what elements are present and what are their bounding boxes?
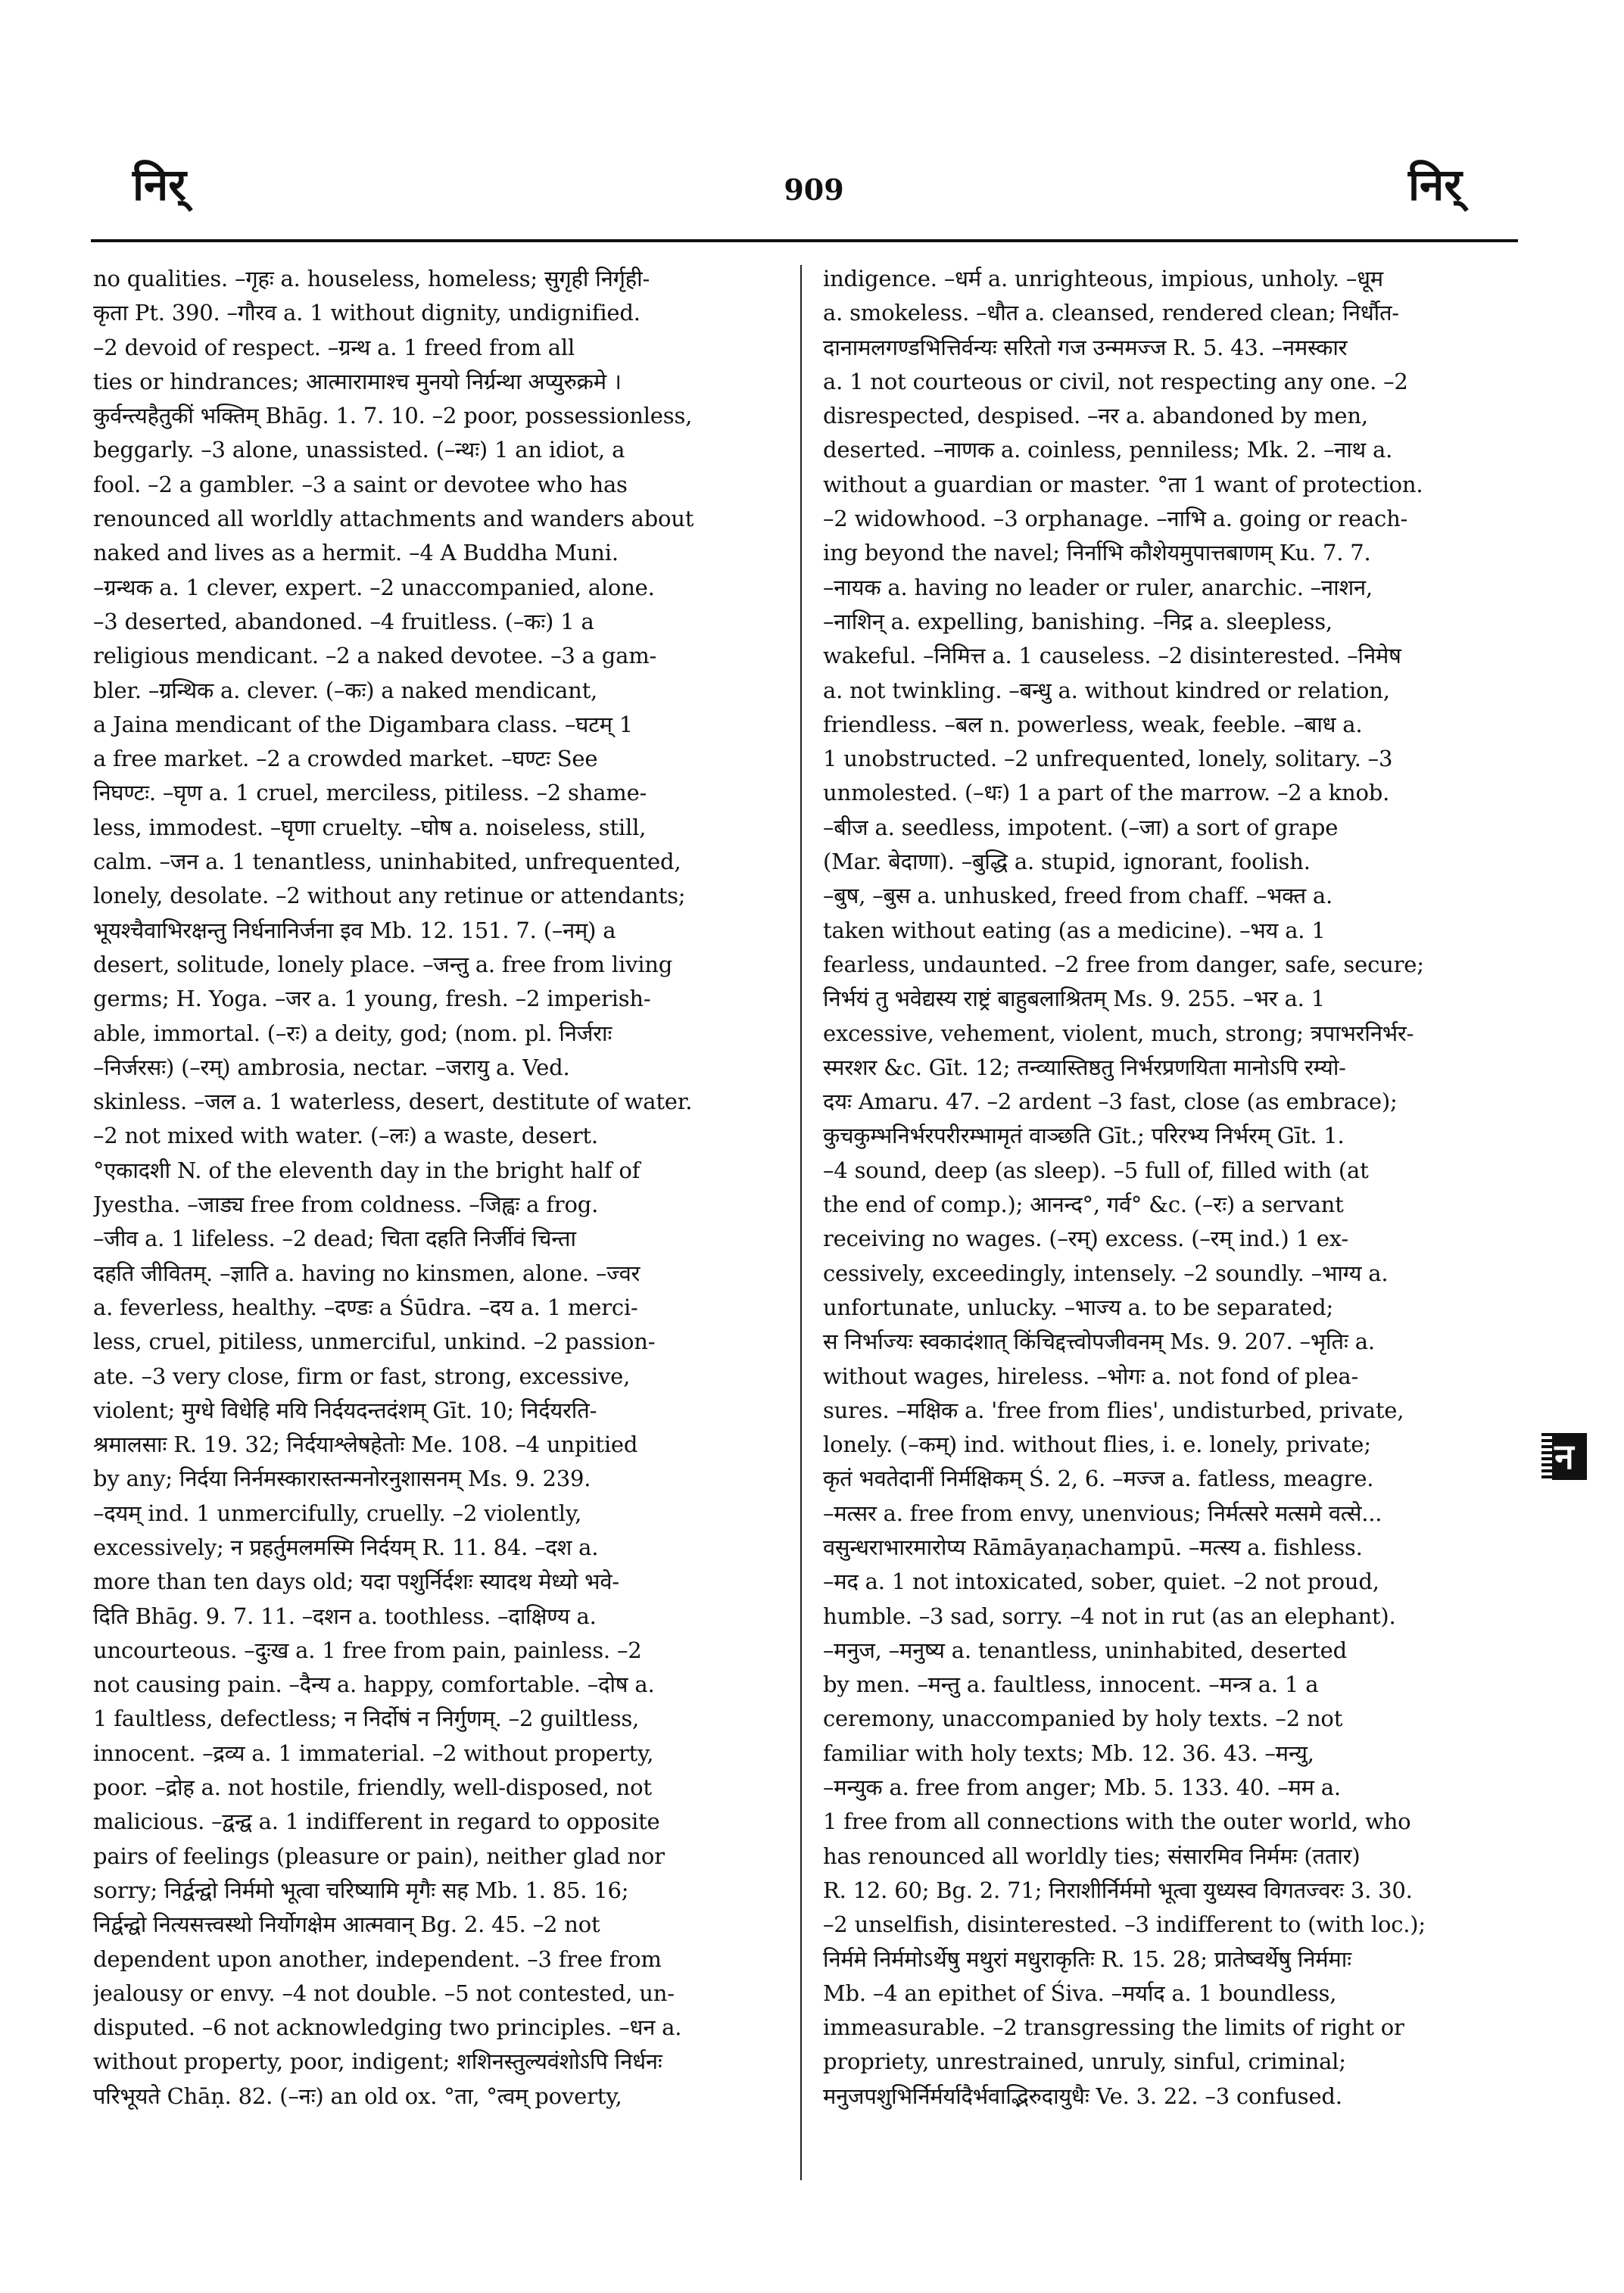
thumb-index-letter: न [1554, 1436, 1574, 1477]
entry-line: (Mar. बेदाणा). –बुद्धि a. stupid, ignorant, foolish. [823, 849, 1311, 875]
entry-line: taken without eating (as a medicine). –भय a. 1 [823, 917, 1326, 943]
entry-line: कृतं भवतेदानीं निर्मक्षिकम् Ś. 2, 6. –मज्ज a. fatless, meagre. [823, 1466, 1374, 1492]
entry-line: without wages, hireless. –भोगः a. not fond of plea- [823, 1363, 1359, 1389]
entry-line: –जीव a. 1 lifeless. –2 dead; चिता दहति निर्जीवं चिन्ता [93, 1226, 576, 1252]
entry-line: no qualities. –गृहः a. houseless, homeless; सुगृही निर्गृही- [93, 266, 650, 291]
entry-line: poor. –द्रोह a. not hostile, friendly, well-disposed, not [93, 1774, 652, 1801]
entry-line: not causing pain. –दैन्य a. happy, comfortable. –दोष a. [93, 1671, 655, 1698]
entry-line: दहति जीवितम्. –ज्ञाति a. having no kinsmen, alone. –ज्वर [93, 1260, 641, 1286]
entry-line: –3 deserted, abandoned. –4 fruitless. (–कः) 1 a [93, 608, 594, 634]
entry-line: dependent upon another, independent. –3 free from [93, 1946, 662, 1972]
entry-line: without a guardian or master. °ता 1 want of protection. [823, 471, 1423, 497]
entry-line: स्मरशर &c. Gīt. 12; तन्व्यास्तिष्ठतु निर्भरप्रणयिता मानोऽपि रम्यो- [823, 1054, 1346, 1080]
entry-line: दिति Bhāg. 9. 7. 11. –दशन a. toothless. –दाक्षिण्य a. [93, 1603, 597, 1629]
entry-line: without property, poor, indigent; शशिनस्तुल्यवंशोऽपि निर्धनः [93, 2048, 662, 2075]
entry-line: °एकादशी N. of the eleventh day in the bright half of [93, 1157, 641, 1183]
entry-line: a. not twinkling. –बन्धु a. without kindred or relation, [823, 677, 1390, 703]
entry-line: –नायक a. having no leader or ruler, anarchic. –नाशन, [823, 574, 1373, 600]
entry-line: desert, solitude, lonely place. –जन्तु a. free from living [93, 951, 673, 977]
entry-line: निघण्टः. –घृण a. 1 cruel, merciless, pitiless. –2 shame- [93, 780, 647, 806]
entry-line: a. smokeless. –धौत a. cleansed, rendered clean; निर्धौत- [823, 300, 1399, 326]
entry-line: –ग्रन्थक a. 1 clever, expert. –2 unaccompanied, alone. [93, 574, 655, 600]
entry-line: a. feverless, healthy. –दण्डः a Śūdra. –दय a. 1 merci- [93, 1294, 638, 1320]
entry-line: naked and lives as a hermit. –4 A Buddha Muni. [93, 540, 619, 566]
entry-line: –2 unselfish, disinterested. –3 indifferent to (with loc.); [823, 1911, 1426, 1938]
entry-line: –मत्सर a. free from envy, unenvious; निर्मत्सरे मत्समे वत्से... [823, 1500, 1382, 1526]
entry-line: religious mendicant. –2 a naked devotee. –3 a gam- [93, 643, 657, 669]
entry-line: indigence. –धर्म a. unrighteous, impious, unholy. –धूम [823, 266, 1383, 291]
entry-line: दयः Amaru. 47. –2 ardent –3 fast, close (as embrace); [823, 1089, 1398, 1115]
entry-line: वसुन्धराभारमारोप्य Rāmāyaṇachampū. –मत्स्य a. fishless. [823, 1534, 1363, 1560]
entry-line: Mb. –4 an epithet of Śiva. –मर्याद a. 1 boundless, [823, 1980, 1337, 2006]
page-number: 909 [784, 173, 844, 207]
entry-line: bler. –ग्रन्थिक a. clever. (–कः) a naked mendicant, [93, 677, 598, 703]
entry-line: sures. –मक्षिक a. 'free from flies', undisturbed, private, [823, 1397, 1404, 1423]
entry-line: less, immodest. –घृणा cruelty. –घोष a. noiseless, still, [93, 814, 647, 840]
entry-line: ate. –3 very close, firm or fast, strong, excessive, [93, 1363, 631, 1389]
entry-line: lonely. (–कम्) ind. without flies, i. e. lonely, private; [823, 1432, 1371, 1458]
entry-line: –बुष, –बुस a. unhusked, freed from chaff. –भक्त a. [823, 883, 1333, 909]
entry-line: मनुजपशुभिर्निर्मर्यादैर्भवाद्भिरुदायुधैः Ve. 3. 22. –3 confused. [823, 2083, 1342, 2109]
thumb-index-stripes [1541, 1433, 1552, 1480]
entry-line: disputed. –6 not acknowledging two principles. –धन a. [93, 2014, 682, 2041]
entry-line: unmolested. (–धः) 1 a part of the marrow. –2 a knob. [823, 780, 1390, 806]
entry-line: friendless. –बल n. powerless, weak, feeble. –बाध a. [823, 711, 1363, 737]
entry-line: कुचकुम्भनिर्भरपरीरम्भामृतं वाञ्छति Gīt.; परिरभ्य निर्भरम् Gīt. 1. [823, 1123, 1345, 1149]
header-right-word: निर् [1408, 159, 1462, 210]
entry-line: –नाशिन् a. expelling, banishing. –निद्र a. sleepless, [823, 608, 1333, 634]
entry-line: disrespected, despised. –नर a. abandoned by men, [823, 403, 1368, 429]
entry-line: Jyestha. –जाड्य free from coldness. –जिह्वः a frog. [93, 1192, 599, 1218]
entry-line: –मद a. 1 not intoxicated, sober, quiet. –2 not proud, [823, 1569, 1379, 1595]
entry-line: beggarly. –3 alone, unassisted. (–न्थः) 1 an idiot, a [93, 437, 625, 463]
entry-line: excessive, vehement, violent, much, strong; त्रपाभरनिर्भर- [823, 1020, 1414, 1046]
entry-line: deserted. –नाणक a. coinless, penniless; Mk. 2. –नाथ a. [823, 437, 1393, 463]
entry-line: –निर्जरसः) (–रम्) ambrosia, nectar. –जरायु a. Ved. [93, 1054, 570, 1080]
entry-line: uncourteous. –दुःख a. 1 free from pain, painless. –2 [93, 1637, 642, 1663]
entry-line: ceremony, unaccompanied by holy texts. –2 not [823, 1706, 1343, 1732]
entry-line: कुर्वन्त्यहैतुकीं भक्तिम् Bhāg. 1. 7. 10. –2 poor, possessionless, [93, 403, 693, 429]
entry-line: –मन्युक a. free from anger; Mb. 5. 133. 40. –मम a. [823, 1774, 1341, 1801]
entry-line: humble. –3 sad, sorry. –4 not in rut (as an elephant). [823, 1603, 1396, 1629]
entry-line: 1 unobstructed. –2 unfrequented, lonely, solitary. –3 [823, 746, 1393, 772]
entry-line: परिभूयते Chāṇ. 82. (–नः) an old ox. °ता, °त्वम् poverty, [93, 2083, 622, 2109]
entry-line: कृता Pt. 390. –गौरव a. 1 without dignity, undignified. [93, 300, 641, 326]
entry-line: भूयश्चैवाभिरक्षन्तु निर्धनानिर्जना इव Mb. 12. 151. 7. (–नम्) a [93, 917, 616, 943]
entry-line: germs; H. Yoga. –जर a. 1 young, fresh. –2 imperish- [93, 986, 651, 1012]
entry-line: pairs of feelings (pleasure or pain), neither glad nor [93, 1843, 665, 1869]
left-column [93, 262, 790, 2185]
entry-line: श्रमालसाः R. 19. 32; निर्दयाश्लेषहेतोः Me. 108. –4 unpitied [93, 1432, 638, 1458]
entry-line: –दयम् ind. 1 unmercifully, cruelly. –2 violently, [93, 1500, 582, 1526]
entry-line: 1 faultless, defectless; न निर्दोषं न निर्गुणम्. –2 guiltless, [93, 1706, 640, 1732]
entry-line: –मनुज, –मनुष्य a. tenantless, uninhabited, deserted [823, 1637, 1347, 1663]
entry-line: immeasurable. –2 transgressing the limits of right or [823, 2014, 1404, 2041]
entry-line: more than ten days old; यदा पशुर्निर्दशः स्यादथ मेध्यो भवे- [93, 1569, 619, 1595]
entry-line: familiar with holy texts; Mb. 12. 36. 43. –मन्यु, [823, 1740, 1314, 1766]
entry-line: less, cruel, pitiless, unmerciful, unkind. –2 passion- [93, 1329, 656, 1355]
entry-line: receiving no wages. (–रम्) excess. (–रम् ind.) 1 ex- [823, 1226, 1348, 1252]
entry-line: violent; मुग्धे विधेहि मयि निर्दयदन्तदंशम् Gīt. 10; निर्दयरति- [93, 1397, 597, 1423]
entry-line: दानामलगण्डभित्तिर्वन्यः सरितो गज उन्ममज्ज R. 5. 43. –नमस्कार [823, 334, 1348, 360]
entry-line: lonely, desolate. –2 without any retinue or attendants; [93, 883, 686, 909]
entry-line: has renounced all worldly ties; संसारमिव निर्ममः (ततार) [823, 1843, 1361, 1869]
entry-line: renounced all worldly attachments and wanders about [93, 506, 694, 532]
entry-line: –4 sound, deep (as sleep). –5 full of, filled with (at [823, 1157, 1369, 1183]
entry-line: R. 12. 60; Bg. 2. 71; निराशीर्निर्ममो भूत्वा युध्यस्व विगतज्वरः 3. 30. [823, 1877, 1413, 1903]
entry-line: skinless. –जल a. 1 waterless, desert, destitute of water. [93, 1089, 693, 1115]
entry-line: malicious. –द्वन्द्व a. 1 indifferent in regard to opposite [93, 1809, 660, 1835]
entry-line: propriety, unrestrained, unruly, sinful, criminal; [823, 2048, 1346, 2075]
entry-line: able, immortal. (–रः) a deity, god; (nom. pl. निर्जराः [93, 1020, 613, 1046]
entry-line: sorry; निर्द्वन्द्वो निर्ममो भूत्वा चरिष्यामि मृगैः सह Mb. 1. 85. 16; [93, 1877, 629, 1903]
entry-line: jealousy or envy. –4 not double. –5 not contested, un- [93, 1980, 675, 2006]
entry-line: a Jaina mendicant of the Digambara class. –घटम् 1 [93, 711, 634, 737]
entry-line: निर्भयं तु भवेद्यस्य राष्ट्रं बाहुबलाश्रितम् Ms. 9. 255. –भर a. 1 [823, 986, 1325, 1012]
entry-line: 1 free from all connections with the outer world, who [823, 1809, 1411, 1835]
entry-line: the end of comp.); आनन्द°, गर्व° &c. (–रः) a servant [823, 1192, 1344, 1218]
entry-line: fool. –2 a gambler. –3 a saint or devotee who has [93, 471, 628, 497]
entry-line: निर्ममे निर्ममोऽर्थेषु मथुरां मधुराकृतिः R. 15. 28; प्रातेष्वर्थेषु निर्ममाः [823, 1946, 1351, 1972]
header-rule [91, 239, 1518, 242]
column-divider [800, 265, 802, 2180]
entry-line: excessively; न प्रहर्तुमलमस्मि निर्दयम् R. 11. 84. –दश a. [93, 1534, 599, 1560]
entry-line: –बीज a. seedless, impotent. (–जा) a sort of grape [823, 814, 1339, 840]
entry-line: innocent. –द्रव्य a. 1 immaterial. –2 without property, [93, 1740, 654, 1766]
entry-line: –2 not mixed with water. (–लः) a waste, desert. [93, 1123, 598, 1149]
entry-line: cessively, exceedingly, intensely. –2 soundly. –भाग्य a. [823, 1260, 1389, 1286]
entry-line: calm. –जन a. 1 tenantless, uninhabited, unfrequented, [93, 849, 681, 875]
entry-line: unfortunate, unlucky. –भाज्य a. to be separated; [823, 1294, 1334, 1320]
entry-line: wakeful. –निमित्त a. 1 causeless. –2 disinterested. –निमेष [823, 643, 1401, 669]
entry-line: –2 devoid of respect. –ग्रन्थ a. 1 freed from all [93, 334, 575, 360]
entry-line: –2 widowhood. –3 orphanage. –नाभि a. going or reach- [823, 506, 1408, 532]
entry-line: a. 1 not courteous or civil, not respecting any one. –2 [823, 368, 1408, 394]
entry-line: स निर्भाज्यः स्वकादंशात् किंचिद्दत्त्वोपजीवनम् Ms. 9. 207. –भृतिः a. [823, 1329, 1375, 1355]
header-left-word: निर् [132, 159, 186, 210]
entry-line: ing beyond the navel; निर्नाभि कौशेयमुपात्तबाणम् Ku. 7. 7. [823, 540, 1371, 566]
entry-line: निर्द्वन्द्वो नित्यसत्त्वस्थो निर्योगक्षेम आत्मवान् Bg. 2. 45. –2 not [93, 1911, 600, 1938]
entry-line: ties or hindrances; आत्मारामाश्च मुनयो निर्ग्रन्था अप्युरुक्रमे । [93, 368, 622, 394]
entry-line: fearless, undaunted. –2 free from danger, safe, secure; [823, 951, 1424, 977]
entry-line: by men. –मन्तु a. faultless, innocent. –मन्त्र a. 1 a [823, 1671, 1319, 1698]
right-column [823, 262, 1520, 2185]
entry-line: by any; निर्दया निर्नमस्कारास्तन्मनोरनुशासनम् Ms. 9. 239. [93, 1466, 591, 1492]
entry-line: a free market. –2 a crowded market. –घण्टः See [93, 746, 598, 772]
